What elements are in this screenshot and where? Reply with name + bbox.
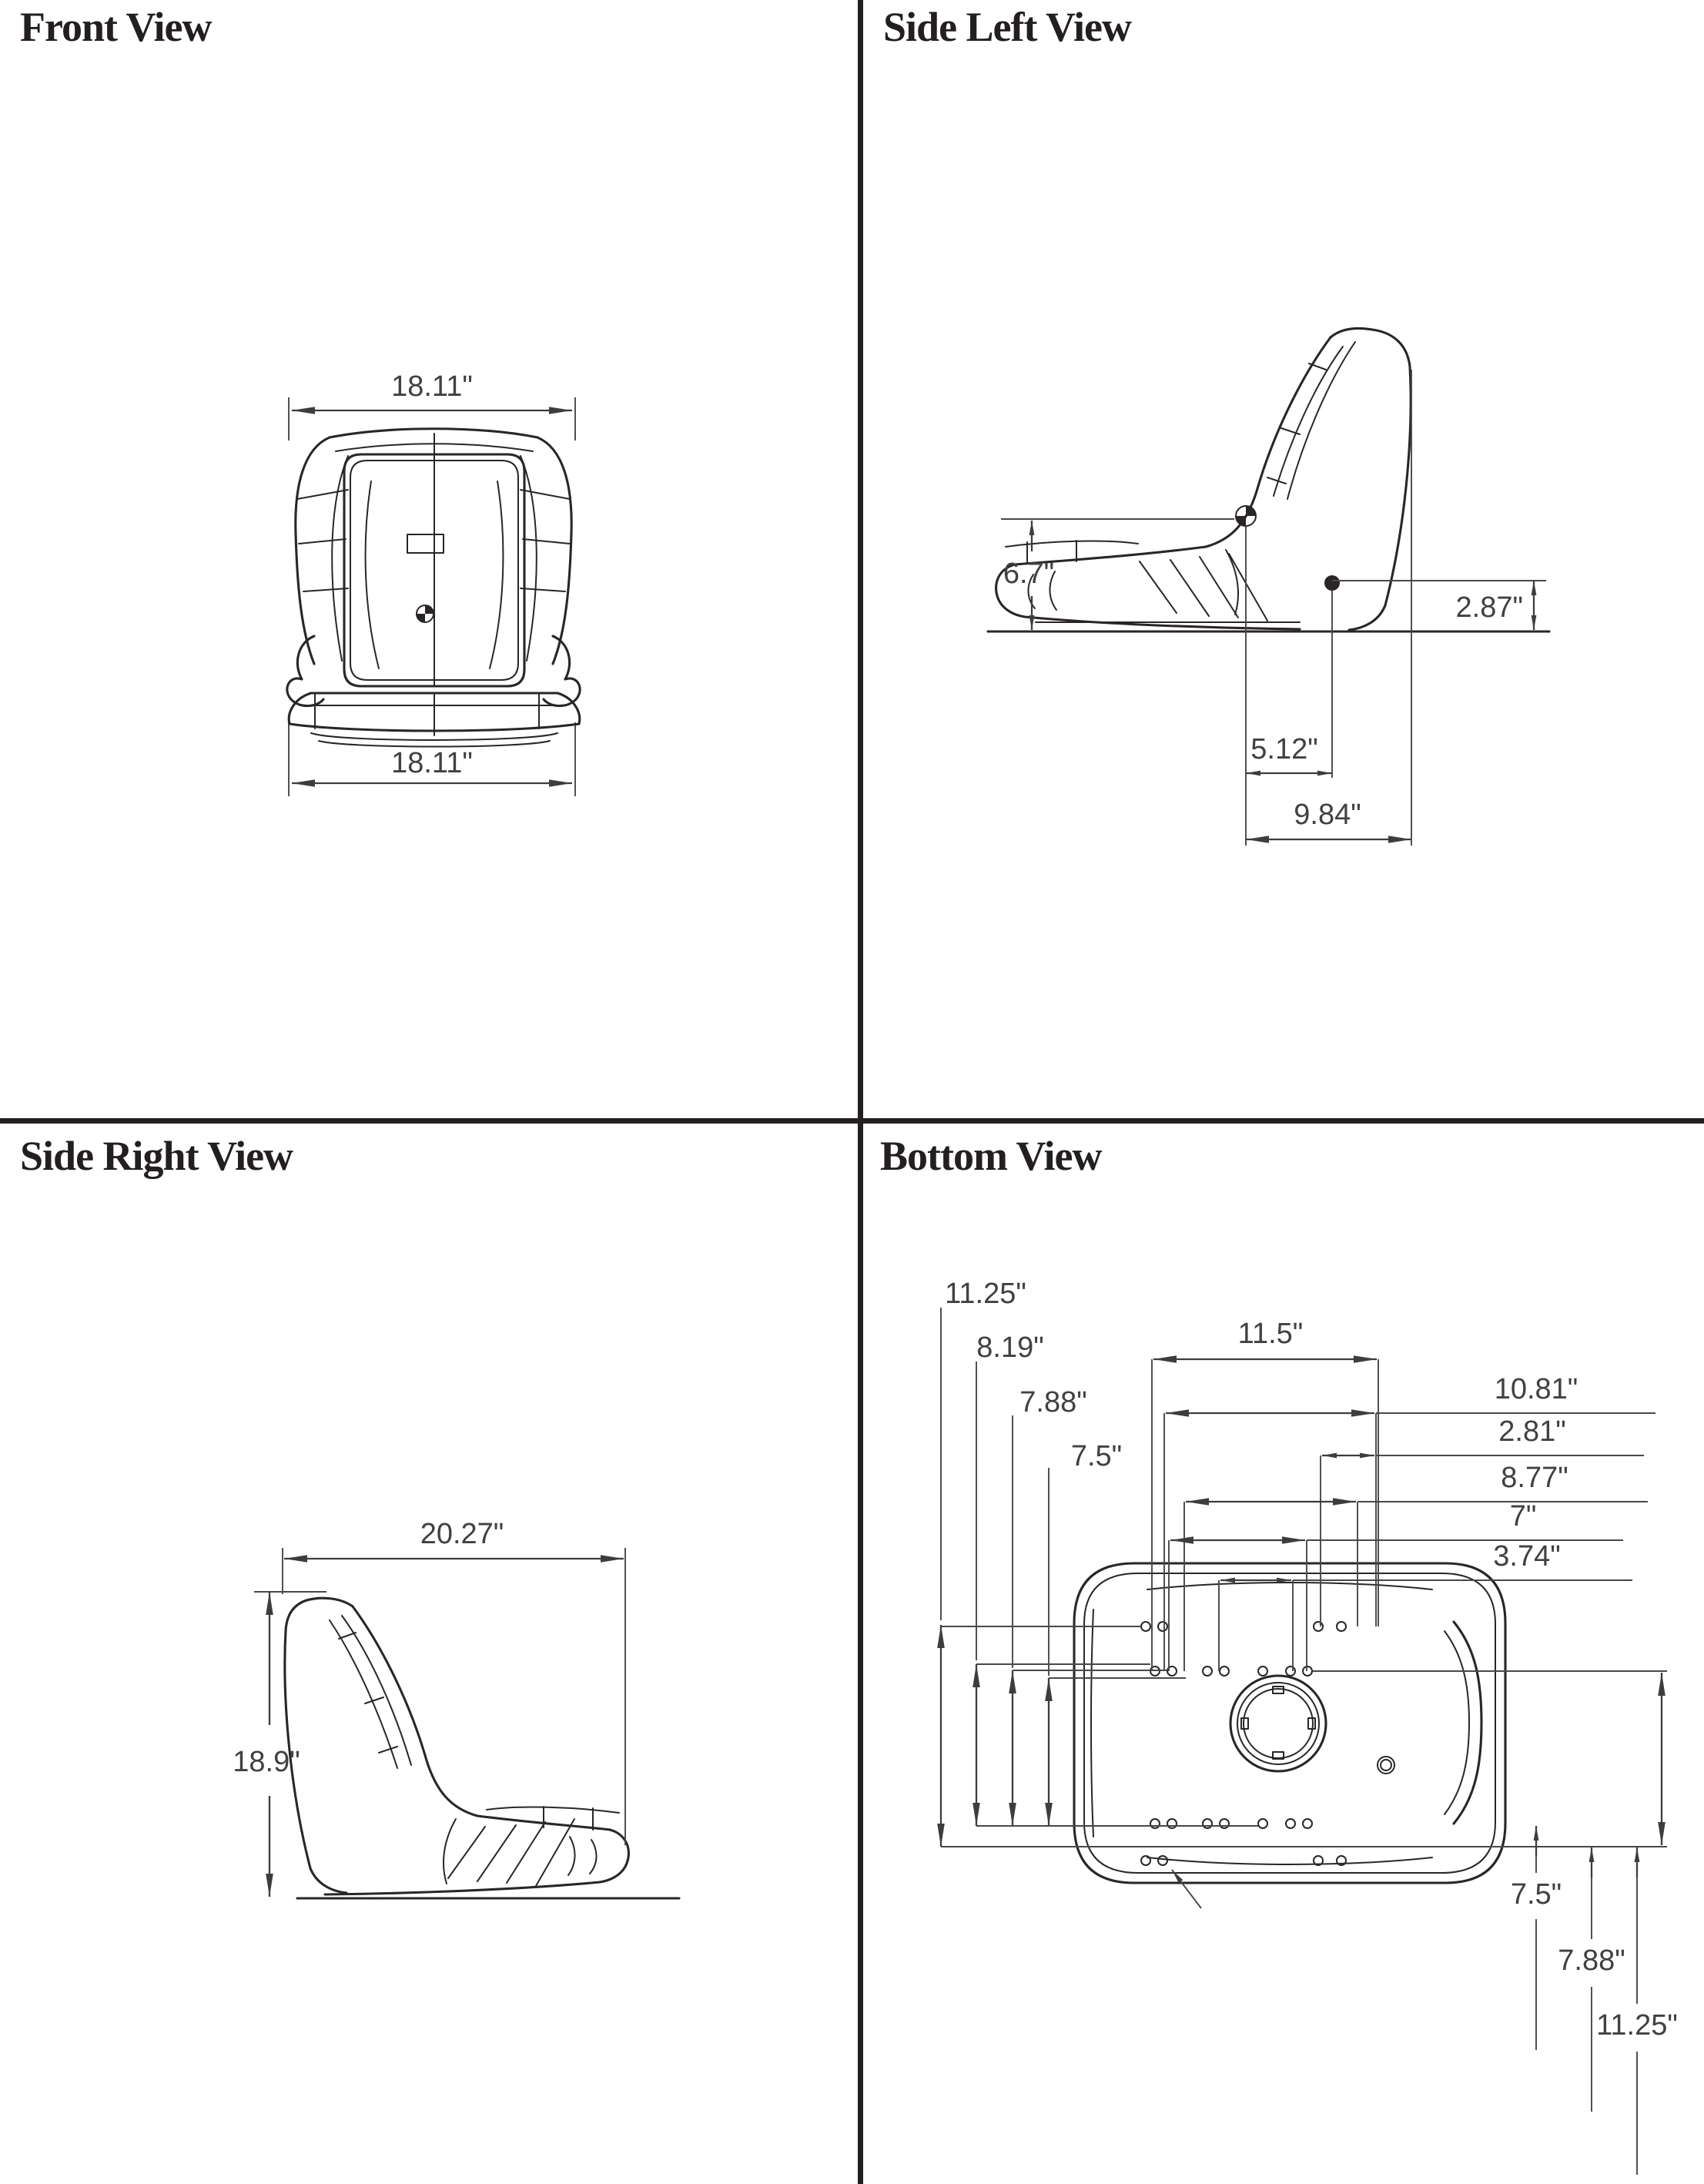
dimension-label: 11.25" bbox=[1596, 2009, 1678, 2042]
dimension-label: 7.5" bbox=[1510, 1878, 1562, 1911]
bottom-view-title: Bottom View bbox=[880, 1133, 1102, 1179]
dimension-label: 10.81" bbox=[1494, 1373, 1578, 1405]
front-view-drawing bbox=[0, 0, 858, 1118]
front-width-top-dimension bbox=[289, 370, 575, 440]
side-right-seat-outline bbox=[285, 1598, 679, 1898]
dimension-label: 11.5" bbox=[1237, 1318, 1304, 1350]
dimension-label: 8.77" bbox=[1501, 1462, 1568, 1494]
pivot-offset-dimension bbox=[1246, 370, 1411, 846]
side-left-view-drawing bbox=[863, 0, 1704, 1118]
dimension-label: 7.88" bbox=[1019, 1386, 1087, 1419]
bottom-top-dimensions bbox=[1152, 1318, 1655, 1671]
front-view-title: Front View bbox=[20, 4, 212, 50]
front-view-panel bbox=[0, 0, 858, 1118]
back-height-dimension bbox=[1001, 519, 1234, 630]
dimension-label: 9.84" bbox=[1294, 799, 1361, 831]
rail-height-dimension bbox=[1332, 581, 1546, 630]
side-left-view-title: Side Left View bbox=[883, 4, 1131, 50]
dimension-label: 2.87" bbox=[1455, 591, 1523, 624]
center-target-icon bbox=[417, 605, 434, 622]
dimension-label: 3.74" bbox=[1493, 1540, 1561, 1573]
dimension-label: 18.11" bbox=[391, 747, 473, 779]
overall-depth-dimension bbox=[283, 1518, 625, 1845]
side-right-view-panel bbox=[0, 1124, 858, 2184]
vertical-divider bbox=[858, 0, 863, 2184]
dimension-label: 7.88" bbox=[1558, 1944, 1625, 1977]
base-depth-dimension bbox=[1246, 799, 1411, 839]
side-right-view-drawing bbox=[0, 1124, 858, 2184]
front-width-bottom-dimension bbox=[289, 722, 575, 796]
dimension-label: 18.9" bbox=[233, 1746, 300, 1778]
bottom-view-panel bbox=[863, 1124, 1704, 2184]
dimension-label: 18.11" bbox=[391, 370, 473, 403]
dimension-label: 2.81" bbox=[1498, 1415, 1566, 1448]
dimension-label: 8.19" bbox=[976, 1332, 1044, 1364]
dimension-label: 11.25" bbox=[945, 1278, 1026, 1310]
pivot-dot-icon bbox=[1324, 575, 1340, 591]
dimension-label: 20.27" bbox=[420, 1518, 504, 1550]
side-left-view-panel bbox=[863, 0, 1704, 1118]
front-seat-outline bbox=[287, 429, 580, 747]
hole-leader-arrow bbox=[1172, 1870, 1201, 1908]
side-right-view-title: Side Right View bbox=[20, 1133, 293, 1179]
dimension-label: 7.5" bbox=[1070, 1440, 1123, 1472]
dimension-label: 5.12" bbox=[1250, 733, 1318, 765]
spline-notches bbox=[1241, 1687, 1315, 1759]
dimension-label: 6.7" bbox=[1003, 558, 1055, 590]
bottom-view-drawing bbox=[863, 1124, 1704, 2184]
dimension-label: 7" bbox=[1509, 1500, 1537, 1532]
overall-height-dimension bbox=[233, 1592, 326, 1897]
center-target-icon bbox=[1236, 506, 1340, 591]
mounting-holes bbox=[1141, 1622, 1346, 1865]
side-left-seat-outline bbox=[988, 328, 1549, 631]
horizontal-divider bbox=[0, 1118, 1704, 1124]
seat-pan-outline bbox=[1074, 1563, 1505, 1908]
